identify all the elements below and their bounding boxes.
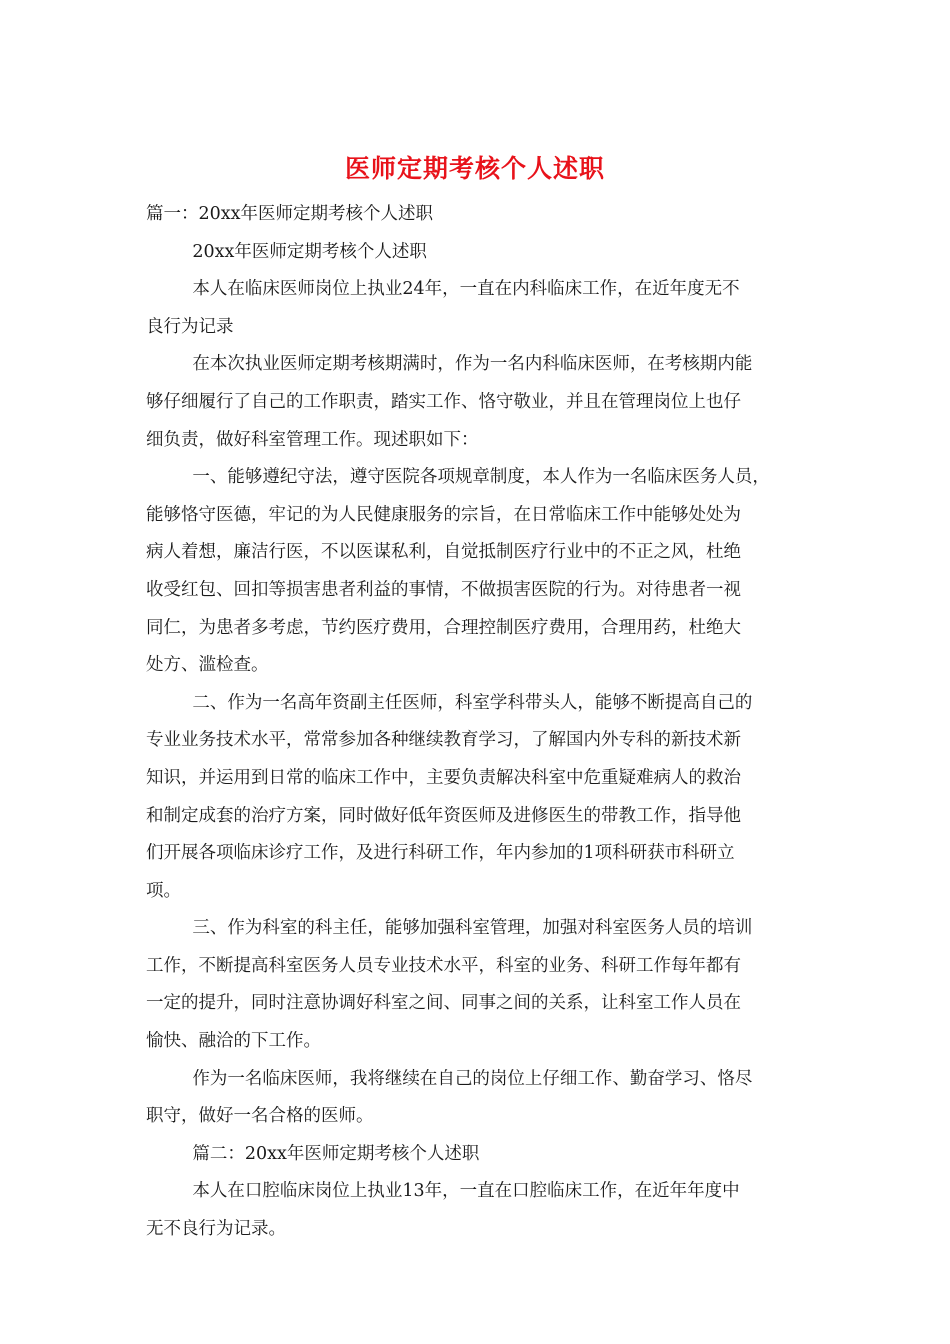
subtitle-part-one: 20xx年医师定期考核个人述职 bbox=[192, 241, 427, 262]
section-heading-part-two: 篇二：20xx年医师定期考核个人述职 bbox=[192, 1143, 480, 1164]
paragraph-intro: 本人在临床医师岗位上执业24年，一直在内科临床工作，在近年度无不 良行为记录 bbox=[146, 279, 740, 337]
paragraph-point-three: 三、作为科室的科主任，能够加强科室管理，加强对科室医务人员的培训 工作，不断提高科室医务人员专业技术水平，科室的业务、科研工作每年都有 一定的提升，同时注意协调好科室之间、同事之间的关系，让科室工作人员在 愉快、融洽的下工作。 bbox=[146, 918, 753, 1052]
paragraph-point-two: 二、作为一名高年资副主任医师，科室学科带头人，能够不断提高自己的 专业业务技术水平，常常参加各种继续教育学习，了解国内外专科的新技术新 知识，并运用到日常的临床工作中，主要负责解决科室中危重疑难病人的救治 和制定成套的治疗方案，同时做好低年资医师及进修医生的带教工作，指导他 们开展各项临床诊疗工作，及进行科研工作，年内参加的1项科研获市科研立 项。 bbox=[146, 692, 753, 901]
document-body bbox=[146, 196, 818, 1249]
section-heading-part-one: 篇一：20xx年医师定期考核个人述职 bbox=[146, 204, 434, 224]
paragraph-part-two-intro: 本人在口腔临床岗位上执业13年，一直在口腔临床工作，在近年年度中 无不良行为记录。 bbox=[146, 1181, 740, 1240]
document-title: 医师定期考核个人述职 bbox=[344, 154, 605, 183]
paragraph-conclusion: 作为一名临床医师，我将继续在自己的岗位上仔细工作、勤奋学习、恪尽 职守，做好一名合格的医师。 bbox=[146, 1068, 753, 1127]
paragraph-point-one: 一、能够遵纪守法，遵守医院各项规章制度，本人作为一名临床医务人员， 能够恪守医德，牢记的为人民健康服务的宗旨，在日常临床工作中能够处处为 病人着想，廉洁行医，不以医谋私利，自觉抵制医疗行业中的不正之风，杜绝 收受红包、回扣等损害患者利益的事情，不做损害医院的行为。对待患者一视 同仁，为患者多考虑，节约医疗费用，合理控制医疗费用，合理用药，杜绝大 处方、滥检查。 bbox=[146, 467, 770, 676]
paragraph-overview: 在本次执业医师定期考核期满时，作为一名内科临床医师，在考核期内能 够仔细履行了自己的工作职责，踏实工作、恪守敬业，并且在管理岗位上也仔 细负责，做好科室管理工作。现述职如下： bbox=[146, 354, 753, 450]
